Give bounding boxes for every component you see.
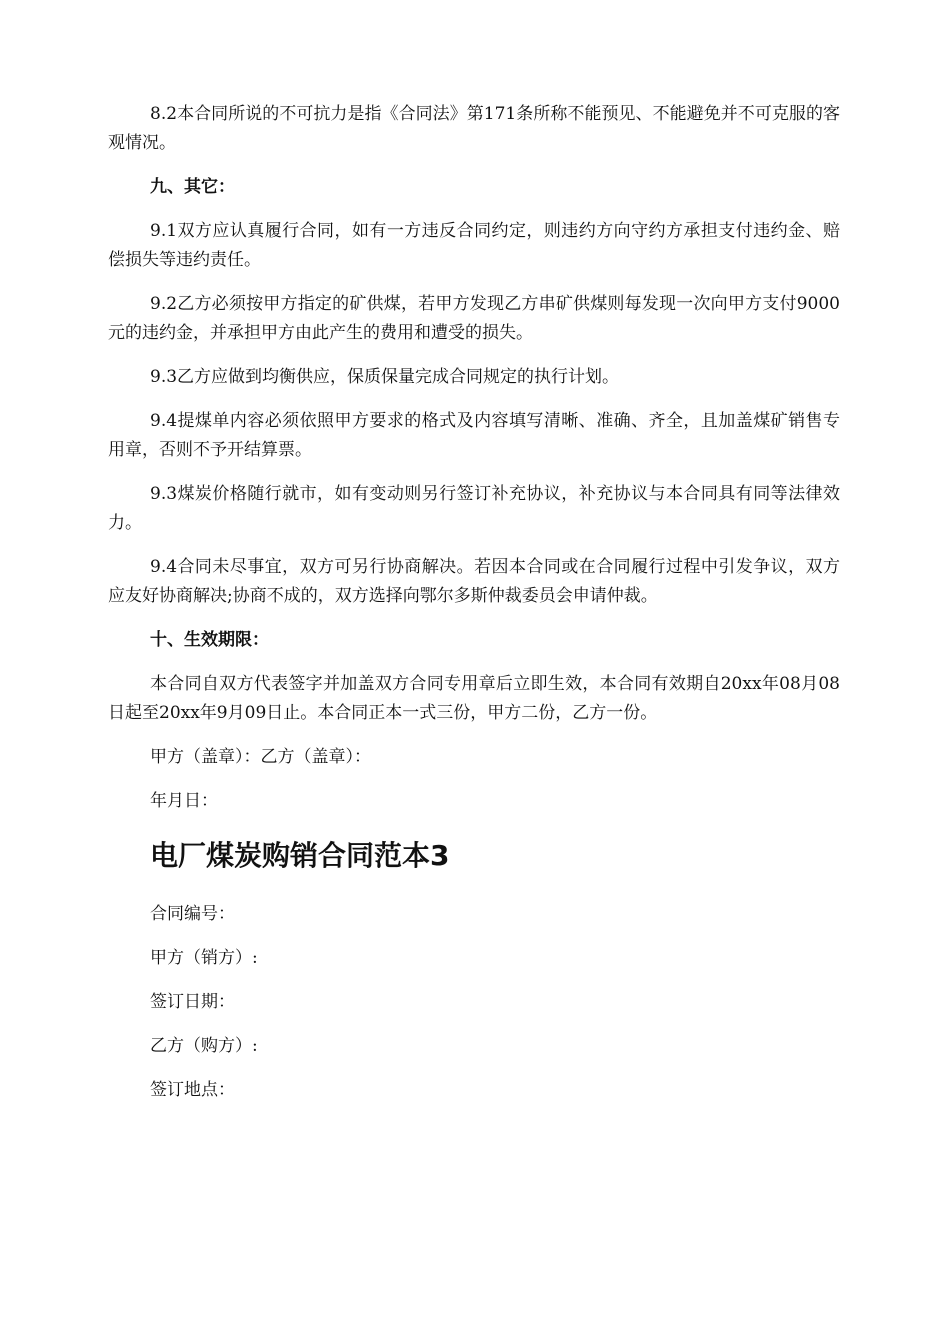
section-heading-10: 十、生效期限： — [150, 630, 269, 650]
clause-9-3: 9.3乙方应做到均衡供应，保质保量完成合同规定的执行计划。 — [150, 367, 620, 387]
field-party-a: 甲方（销方）: — [150, 948, 258, 968]
document-page — [108, 100, 840, 1120]
seal-line: 甲方（盖章）：乙方（盖章）： — [150, 747, 371, 767]
clause-9-3-price: 9.3煤炭价格随行就市，如有变动则另行签订补充协议，补充协议与本合同具有同等法律效力。 — [108, 484, 840, 533]
contract-title: 电厂煤炭购销合同范本3 — [150, 839, 450, 872]
section-heading-9: 九、其它： — [150, 177, 235, 197]
clause-9-1: 9.1双方应认真履行合同，如有一方违反合同约定，则违约方向守约方承担支付违约金、赔偿损失等违约责任。 — [108, 221, 840, 270]
field-contract-number: 合同编号： — [150, 904, 235, 924]
date-line: 年月日： — [150, 791, 218, 811]
clause-8-2: 8.2本合同所说的不可抗力是指《合同法》第171条所称不能预见、不能避免并不可克服的客观情况。 — [108, 104, 840, 153]
field-signing-date: 签订日期： — [150, 992, 235, 1012]
clause-9-2: 9.2乙方必须按甲方指定的矿供煤，若甲方发现乙方串矿供煤则每发现一次向甲方支付9000元的违约金，并承担甲方由此产生的费用和遭受的损失。 — [108, 294, 840, 343]
validity-paragraph: 本合同自双方代表签字并加盖双方合同专用章后立即生效，本合同有效期自20xx年08月08日起至20xx年9月09日止。本合同正本一式三份，甲方二份，乙方一份。 — [108, 674, 840, 723]
field-signing-place: 签订地点： — [150, 1080, 235, 1100]
clause-9-4: 9.4提煤单内容必须依照甲方要求的格式及内容填写清晰、准确、齐全，且加盖煤矿销售专用章，否则不予开结算票。 — [108, 411, 840, 460]
clause-9-4-dispute: 9.4合同未尽事宜，双方可另行协商解决。若因本合同或在合同履行过程中引发争议，双方应友好协商解决;协商不成的，双方选择向鄂尔多斯仲裁委员会申请仲裁。 — [108, 557, 840, 606]
field-party-b: 乙方（购方）: — [150, 1036, 258, 1056]
